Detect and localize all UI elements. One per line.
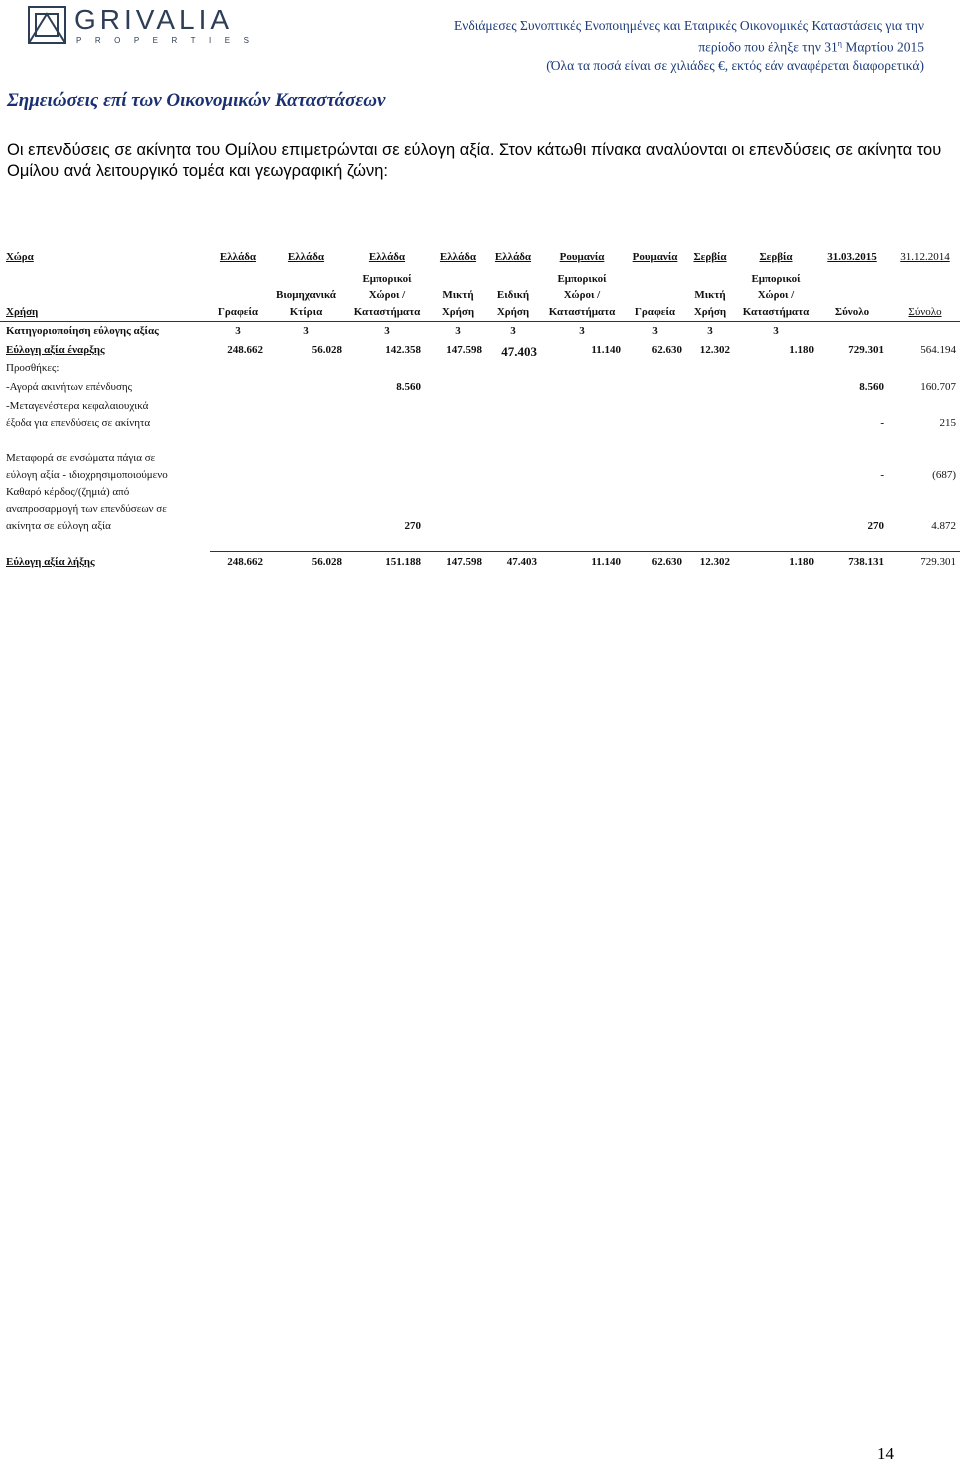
table-cell-value: 56.028 bbox=[311, 556, 342, 568]
table-row-label: Εύλογη αξία λήξης bbox=[6, 556, 95, 568]
country-header-cell: Ρουμανία bbox=[632, 251, 678, 263]
usage-header-bot: Καταστήματα bbox=[742, 306, 810, 318]
table-row-label: Καθαρό κέρδος/(ζημιά) από bbox=[6, 486, 130, 498]
table-cell-value: 729.301 bbox=[848, 344, 884, 356]
usage-header-mid: Χώροι / bbox=[563, 289, 601, 301]
country-header-cell: Σερβία bbox=[693, 251, 727, 263]
table-row-label: εύλογη αξία - ιδιοχρησιμοποιούμενο bbox=[6, 469, 168, 481]
table-cell-value: - bbox=[880, 417, 884, 429]
table-cell-value: 11.140 bbox=[591, 344, 621, 356]
page-header bbox=[0, 0, 960, 80]
page-number: 14 bbox=[877, 1444, 894, 1463]
country-header-label: Χώρα bbox=[6, 251, 34, 263]
logo-subtitle: PROPERTIES bbox=[76, 36, 263, 45]
table-cell-value: 3 bbox=[235, 325, 241, 337]
usage-header-label: Χρήση bbox=[6, 306, 39, 318]
usage-header-mid: Μικτή bbox=[694, 289, 726, 301]
table-cell-value: 215 bbox=[939, 417, 956, 429]
country-header-cell: 31.03.2015 bbox=[827, 251, 877, 263]
table-cell-value: 1.180 bbox=[789, 556, 814, 568]
usage-header-bot: Καταστήματα bbox=[548, 306, 616, 318]
usage-header-bot: Χρήση bbox=[693, 306, 727, 318]
country-header-cell: Ελλάδα bbox=[287, 251, 325, 263]
table-cell-value: 12.302 bbox=[699, 344, 730, 356]
table-cell-value: 62.630 bbox=[651, 344, 682, 356]
logo-wordmark: GRIVALIA bbox=[74, 4, 234, 35]
table-cell-value: 56.028 bbox=[311, 344, 342, 356]
header-line-3: (Όλα τα ποσά είναι σε χιλιάδες €, εκτός εάν αναφέρεται διαφορετικά) bbox=[546, 57, 924, 73]
table-cell-value: 151.188 bbox=[385, 556, 421, 568]
usage-header-mid: Βιομηχανικά bbox=[276, 289, 336, 301]
table-row-label: Κατηγοριοποίηση εύλογης αξίας bbox=[6, 325, 159, 337]
usage-header-bot: Σύνολο bbox=[834, 306, 870, 318]
table-row-label: έξοδα για επενδύσεις σε ακίνητα bbox=[6, 417, 151, 429]
country-header-cell: Ελλάδα bbox=[494, 251, 532, 263]
table-cell-value: 1.180 bbox=[789, 344, 814, 356]
table-cell-value: 3 bbox=[455, 325, 461, 337]
table-cell-value: - bbox=[880, 469, 884, 481]
table-row-label: -Μεταγενέστερα κεφαλαιουχικά bbox=[6, 400, 149, 412]
table-cell-value: 3 bbox=[579, 325, 585, 337]
table-row-label: -Αγορά ακινήτων επένδυσης bbox=[6, 381, 133, 393]
usage-header-bot: Σύνολο bbox=[908, 306, 942, 318]
table-cell-value: 3 bbox=[303, 325, 309, 337]
table-cell-value: 47.403 bbox=[501, 344, 537, 359]
header-line-2: περίοδο που έληξε την $31^\eta$ Μαρτίου 2015 bbox=[698, 39, 924, 55]
country-header-cell: 31.12.2014 bbox=[900, 251, 950, 263]
total-rule bbox=[210, 551, 960, 552]
country-header-cell: Σερβία bbox=[759, 251, 793, 263]
table-cell-value: 142.358 bbox=[385, 344, 421, 356]
table-cell-value: 12.302 bbox=[699, 556, 730, 568]
usage-header-top: Εμπορικοί bbox=[557, 273, 607, 285]
table-row-label: ακίνητα σε εύλογη αξία bbox=[6, 520, 111, 532]
table-cell-value: 564.194 bbox=[920, 344, 956, 356]
table-cell-value: 62.630 bbox=[651, 556, 682, 568]
usage-header-bot: Γραφεία bbox=[634, 306, 676, 318]
table-cell-value: (687) bbox=[932, 469, 956, 481]
table-cell-value: 160.707 bbox=[920, 381, 956, 393]
table-cell-value: 147.598 bbox=[446, 556, 482, 568]
country-header-cell: Ρουμανία bbox=[559, 251, 605, 263]
table-cell-value: 3 bbox=[652, 325, 658, 337]
table-cell-value: 8.560 bbox=[859, 381, 884, 393]
table-row-label: Μεταφορά σε ενσώματα πάγια σε bbox=[6, 452, 156, 464]
table-cell-value: 3 bbox=[384, 325, 390, 337]
grivalia-logo bbox=[28, 4, 263, 48]
table-cell-value: 270 bbox=[867, 520, 884, 532]
table-cell-value: 147.598 bbox=[446, 344, 482, 356]
usage-header-bot: Καταστήματα bbox=[353, 306, 421, 318]
usage-header-mid: Χώροι / bbox=[368, 289, 406, 301]
usage-header-bot: Χρήση bbox=[496, 306, 530, 318]
usage-header-top: Εμπορικοί bbox=[751, 273, 801, 285]
table-cell-value: 729.301 bbox=[920, 556, 956, 568]
usage-header-bot: Χρήση bbox=[441, 306, 475, 318]
table-cell-value: 738.131 bbox=[848, 556, 884, 568]
table-cell-value: 3 bbox=[707, 325, 713, 337]
usage-header-bot: Γραφεία bbox=[217, 306, 259, 318]
table-cell-value: 11.140 bbox=[591, 556, 621, 568]
table-cell-value: 4.872 bbox=[931, 520, 956, 532]
section-title: Σημειώσεις επί των Οικονομικών Καταστάσεων bbox=[7, 90, 386, 111]
intro-paragraph: Οι επενδύσεις σε ακίνητα του Ομίλου επιμετρώνται σε εύλογη αξία. Στον κάτωθι πίνακα αναλύονται οι επενδύσεις σε ακίνητα του Ομίλου ανά λειτουργικό τομέα και γεωγραφική ζώνη: bbox=[7, 141, 942, 180]
usage-header-bot: Κτίρια bbox=[289, 306, 323, 318]
table-cell-value: 248.662 bbox=[227, 344, 263, 356]
usage-header-top: Εμπορικοί bbox=[362, 273, 412, 285]
table-cell-value: 248.662 bbox=[227, 556, 263, 568]
table-cell-value: 3 bbox=[510, 325, 516, 337]
country-header-cell: Ελλάδα bbox=[368, 251, 406, 263]
table-row-label: αναπροσαρμογή των επενδύσεων σε bbox=[6, 503, 167, 515]
logo-mark-icon bbox=[28, 6, 66, 44]
country-header-cell: Ελλάδα bbox=[219, 251, 257, 263]
table-cell-value: 47.403 bbox=[506, 556, 537, 568]
table-cell-value: 8.560 bbox=[396, 381, 421, 393]
table-cell-value: 3 bbox=[773, 325, 779, 337]
country-header-cell: Ελλάδα bbox=[439, 251, 477, 263]
usage-header-mid: Ειδική bbox=[496, 289, 530, 301]
table-cell-value: 270 bbox=[404, 520, 421, 532]
header-caption bbox=[454, 17, 924, 75]
usage-header-mid: Χώροι / bbox=[757, 289, 795, 301]
usage-header-mid: Μικτή bbox=[442, 289, 474, 301]
header-rule bbox=[0, 321, 960, 322]
table-row-label: Εύλογη αξία έναρξης bbox=[6, 344, 105, 356]
header-line-1: Ενδιάμεσες Συνοπτικές Ενοποιημένες και Εταιρικές Οικονομικές Καταστάσεις για την bbox=[454, 18, 924, 33]
table-row-label: Προσθήκες: bbox=[6, 362, 60, 374]
